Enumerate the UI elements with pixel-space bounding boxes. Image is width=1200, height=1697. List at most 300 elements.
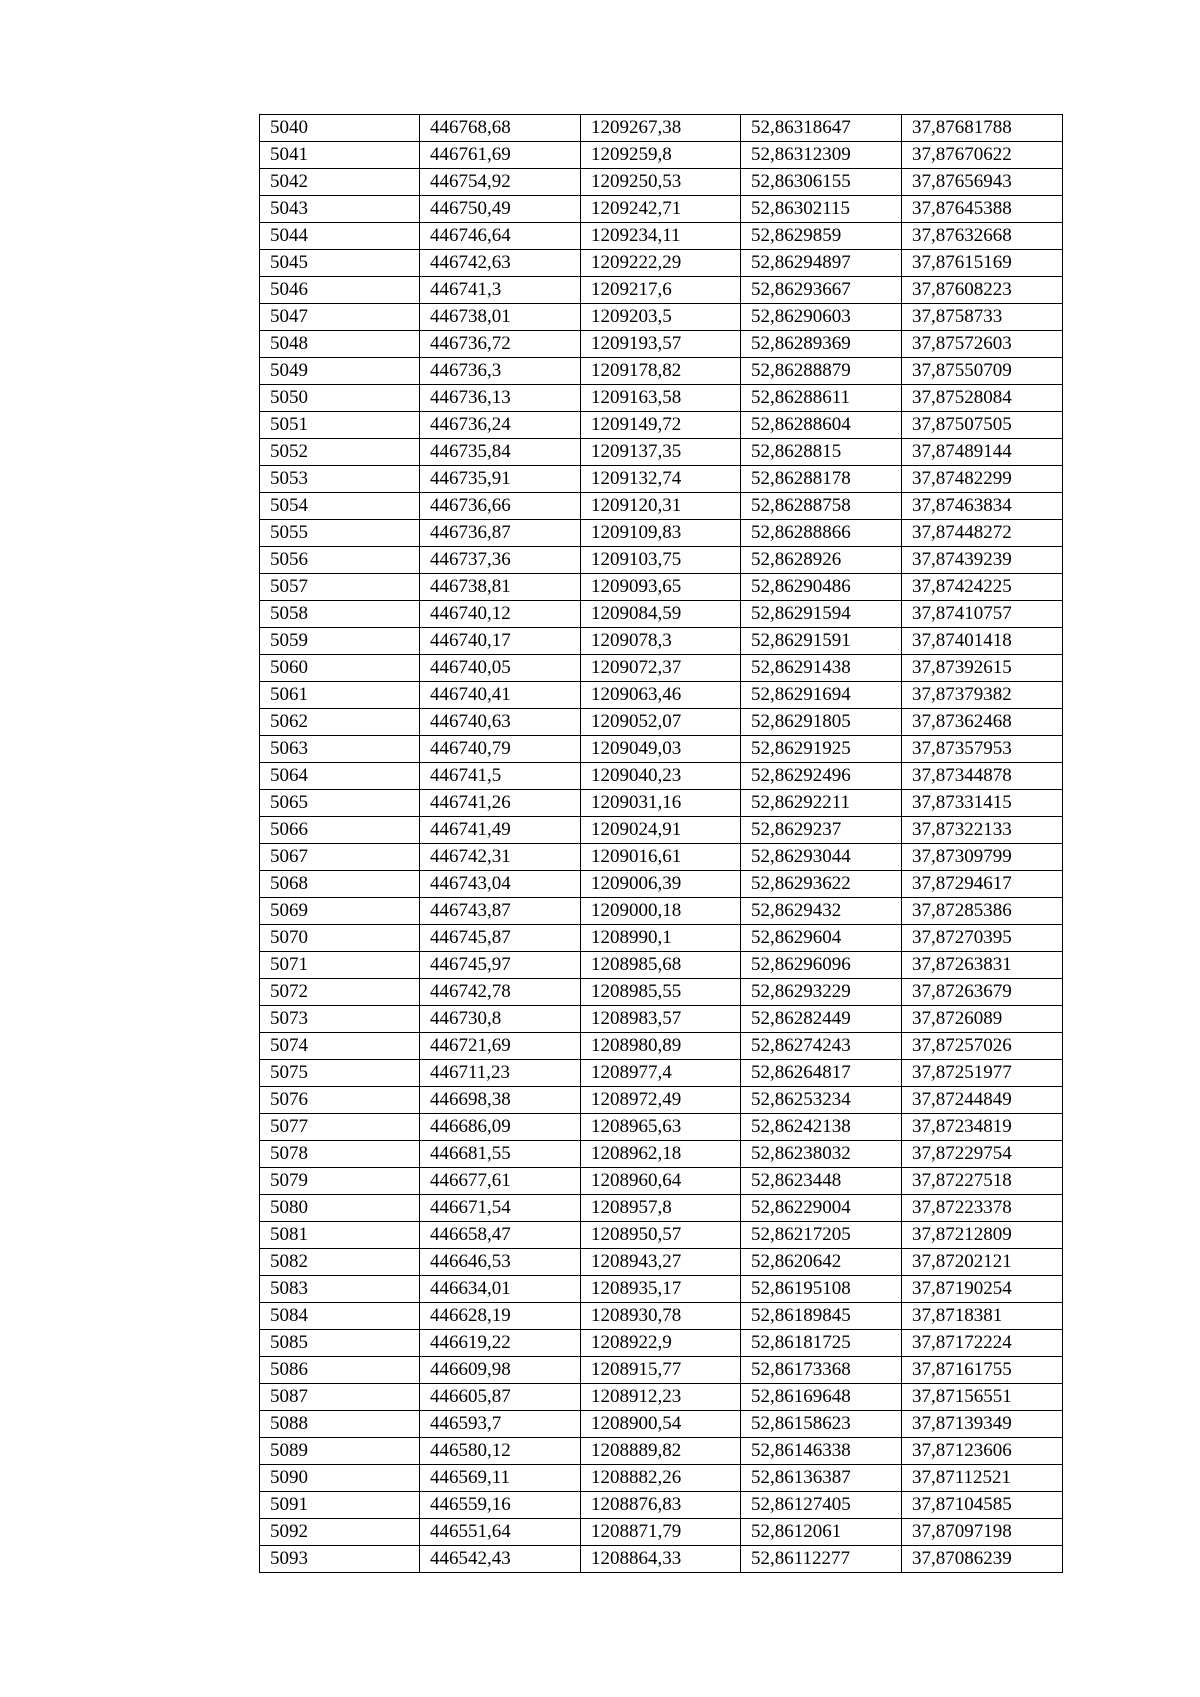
- x-coordinate-cell: 446738,81: [420, 574, 581, 601]
- point-number-cell: 5083: [260, 1276, 420, 1303]
- y-coordinate-cell: 1209222,29: [581, 250, 741, 277]
- table-row: [260, 385, 1063, 412]
- point-number-cell: 5040: [260, 115, 420, 142]
- latitude-cell: 52,86288178: [741, 466, 902, 493]
- longitude-cell: 37,87357953: [902, 736, 1063, 763]
- point-number-cell: 5060: [260, 655, 420, 682]
- longitude-cell: 37,87229754: [902, 1141, 1063, 1168]
- x-coordinate-cell: 446628,19: [420, 1303, 581, 1330]
- x-coordinate-cell: 446750,49: [420, 196, 581, 223]
- y-coordinate-cell: 1209193,57: [581, 331, 741, 358]
- longitude-cell: 37,87139349: [902, 1411, 1063, 1438]
- y-coordinate-cell: 1209063,46: [581, 682, 741, 709]
- table-row: [260, 223, 1063, 250]
- latitude-cell: 52,86312309: [741, 142, 902, 169]
- y-coordinate-cell: 1209163,58: [581, 385, 741, 412]
- longitude-cell: 37,87344878: [902, 763, 1063, 790]
- point-number-cell: 5091: [260, 1492, 420, 1519]
- y-coordinate-cell: 1208915,77: [581, 1357, 741, 1384]
- point-number-cell: 5053: [260, 466, 420, 493]
- longitude-cell: 37,87528084: [902, 385, 1063, 412]
- y-coordinate-cell: 1209267,38: [581, 115, 741, 142]
- latitude-cell: 52,86229004: [741, 1195, 902, 1222]
- point-number-cell: 5074: [260, 1033, 420, 1060]
- y-coordinate-cell: 1209103,75: [581, 547, 741, 574]
- point-number-cell: 5089: [260, 1438, 420, 1465]
- latitude-cell: 52,86282449: [741, 1006, 902, 1033]
- x-coordinate-cell: 446681,55: [420, 1141, 581, 1168]
- table-row: [260, 1330, 1063, 1357]
- longitude-cell: 37,87572603: [902, 331, 1063, 358]
- x-coordinate-cell: 446768,68: [420, 115, 581, 142]
- latitude-cell: 52,86292211: [741, 790, 902, 817]
- table-row: [260, 196, 1063, 223]
- table-row: [260, 1357, 1063, 1384]
- point-number-cell: 5080: [260, 1195, 420, 1222]
- table-row: [260, 952, 1063, 979]
- point-number-cell: 5087: [260, 1384, 420, 1411]
- y-coordinate-cell: 1209006,39: [581, 871, 741, 898]
- point-number-cell: 5061: [260, 682, 420, 709]
- x-coordinate-cell: 446593,7: [420, 1411, 581, 1438]
- longitude-cell: 37,87482299: [902, 466, 1063, 493]
- y-coordinate-cell: 1209109,83: [581, 520, 741, 547]
- longitude-cell: 37,87424225: [902, 574, 1063, 601]
- x-coordinate-cell: 446740,63: [420, 709, 581, 736]
- x-coordinate-cell: 446569,11: [420, 1465, 581, 1492]
- latitude-cell: 52,86217205: [741, 1222, 902, 1249]
- latitude-cell: 52,86293622: [741, 871, 902, 898]
- longitude-cell: 37,87270395: [902, 925, 1063, 952]
- longitude-cell: 37,87681788: [902, 115, 1063, 142]
- point-number-cell: 5046: [260, 277, 420, 304]
- latitude-cell: 52,8628926: [741, 547, 902, 574]
- point-number-cell: 5044: [260, 223, 420, 250]
- longitude-cell: 37,87212809: [902, 1222, 1063, 1249]
- table-row: [260, 1060, 1063, 1087]
- y-coordinate-cell: 1209052,07: [581, 709, 741, 736]
- latitude-cell: 52,86291925: [741, 736, 902, 763]
- longitude-cell: 37,87463834: [902, 493, 1063, 520]
- table-row: [260, 736, 1063, 763]
- point-number-cell: 5058: [260, 601, 420, 628]
- point-number-cell: 5050: [260, 385, 420, 412]
- table-row: [260, 655, 1063, 682]
- longitude-cell: 37,87401418: [902, 628, 1063, 655]
- longitude-cell: 37,87489144: [902, 439, 1063, 466]
- point-number-cell: 5068: [260, 871, 420, 898]
- latitude-cell: 52,8629432: [741, 898, 902, 925]
- x-coordinate-cell: 446551,64: [420, 1519, 581, 1546]
- longitude-cell: 37,87322133: [902, 817, 1063, 844]
- table-row: [260, 142, 1063, 169]
- table-row: [260, 1033, 1063, 1060]
- table-row: [260, 601, 1063, 628]
- x-coordinate-cell: 446559,16: [420, 1492, 581, 1519]
- table-row: [260, 1114, 1063, 1141]
- table-row: [260, 925, 1063, 952]
- y-coordinate-cell: 1208965,63: [581, 1114, 741, 1141]
- longitude-cell: 37,87104585: [902, 1492, 1063, 1519]
- longitude-cell: 37,87234819: [902, 1114, 1063, 1141]
- latitude-cell: 52,86146338: [741, 1438, 902, 1465]
- point-number-cell: 5047: [260, 304, 420, 331]
- point-number-cell: 5055: [260, 520, 420, 547]
- x-coordinate-cell: 446580,12: [420, 1438, 581, 1465]
- latitude-cell: 52,8629237: [741, 817, 902, 844]
- longitude-cell: 37,87190254: [902, 1276, 1063, 1303]
- latitude-cell: 52,86293229: [741, 979, 902, 1006]
- longitude-cell: 37,87161755: [902, 1357, 1063, 1384]
- point-number-cell: 5063: [260, 736, 420, 763]
- latitude-cell: 52,86291438: [741, 655, 902, 682]
- point-number-cell: 5051: [260, 412, 420, 439]
- y-coordinate-cell: 1208930,78: [581, 1303, 741, 1330]
- longitude-cell: 37,87202121: [902, 1249, 1063, 1276]
- y-coordinate-cell: 1209024,91: [581, 817, 741, 844]
- point-number-cell: 5078: [260, 1141, 420, 1168]
- x-coordinate-cell: 446658,47: [420, 1222, 581, 1249]
- table-row: [260, 979, 1063, 1006]
- latitude-cell: 52,86288866: [741, 520, 902, 547]
- point-number-cell: 5043: [260, 196, 420, 223]
- x-coordinate-cell: 446605,87: [420, 1384, 581, 1411]
- table-row: [260, 1465, 1063, 1492]
- longitude-cell: 37,87410757: [902, 601, 1063, 628]
- point-number-cell: 5075: [260, 1060, 420, 1087]
- longitude-cell: 37,8758733: [902, 304, 1063, 331]
- latitude-cell: 52,86112277: [741, 1546, 902, 1573]
- table-row: [260, 1519, 1063, 1546]
- table-row: [260, 1006, 1063, 1033]
- longitude-cell: 37,87645388: [902, 196, 1063, 223]
- latitude-cell: 52,86291805: [741, 709, 902, 736]
- point-number-cell: 5042: [260, 169, 420, 196]
- x-coordinate-cell: 446742,63: [420, 250, 581, 277]
- latitude-cell: 52,8623448: [741, 1168, 902, 1195]
- longitude-cell: 37,87608223: [902, 277, 1063, 304]
- table-row: [260, 493, 1063, 520]
- y-coordinate-cell: 1208876,83: [581, 1492, 741, 1519]
- y-coordinate-cell: 1208889,82: [581, 1438, 741, 1465]
- x-coordinate-cell: 446741,5: [420, 763, 581, 790]
- latitude-cell: 52,8620642: [741, 1249, 902, 1276]
- latitude-cell: 52,86290486: [741, 574, 902, 601]
- point-number-cell: 5070: [260, 925, 420, 952]
- x-coordinate-cell: 446741,26: [420, 790, 581, 817]
- y-coordinate-cell: 1208950,57: [581, 1222, 741, 1249]
- latitude-cell: 52,86306155: [741, 169, 902, 196]
- y-coordinate-cell: 1208912,23: [581, 1384, 741, 1411]
- point-number-cell: 5048: [260, 331, 420, 358]
- y-coordinate-cell: 1208864,33: [581, 1546, 741, 1573]
- longitude-cell: 37,87507505: [902, 412, 1063, 439]
- longitude-cell: 37,87097198: [902, 1519, 1063, 1546]
- longitude-cell: 37,87632668: [902, 223, 1063, 250]
- latitude-cell: 52,8629604: [741, 925, 902, 952]
- latitude-cell: 52,86288758: [741, 493, 902, 520]
- table-row: [260, 1438, 1063, 1465]
- y-coordinate-cell: 1209178,82: [581, 358, 741, 385]
- latitude-cell: 52,86302115: [741, 196, 902, 223]
- y-coordinate-cell: 1209132,74: [581, 466, 741, 493]
- y-coordinate-cell: 1209084,59: [581, 601, 741, 628]
- longitude-cell: 37,87263679: [902, 979, 1063, 1006]
- x-coordinate-cell: 446736,24: [420, 412, 581, 439]
- x-coordinate-cell: 446735,84: [420, 439, 581, 466]
- y-coordinate-cell: 1209242,71: [581, 196, 741, 223]
- longitude-cell: 37,87656943: [902, 169, 1063, 196]
- table-row: [260, 412, 1063, 439]
- table-row: [260, 844, 1063, 871]
- point-number-cell: 5064: [260, 763, 420, 790]
- longitude-cell: 37,87172224: [902, 1330, 1063, 1357]
- latitude-cell: 52,8629859: [741, 223, 902, 250]
- y-coordinate-cell: 1209259,8: [581, 142, 741, 169]
- longitude-cell: 37,87670622: [902, 142, 1063, 169]
- point-number-cell: 5041: [260, 142, 420, 169]
- table-row: [260, 1492, 1063, 1519]
- longitude-cell: 37,87448272: [902, 520, 1063, 547]
- point-number-cell: 5081: [260, 1222, 420, 1249]
- x-coordinate-cell: 446721,69: [420, 1033, 581, 1060]
- x-coordinate-cell: 446736,72: [420, 331, 581, 358]
- x-coordinate-cell: 446742,31: [420, 844, 581, 871]
- latitude-cell: 52,86158623: [741, 1411, 902, 1438]
- table-row: [260, 115, 1063, 142]
- table-row: [260, 1195, 1063, 1222]
- table-row: [260, 1087, 1063, 1114]
- x-coordinate-cell: 446754,92: [420, 169, 581, 196]
- longitude-cell: 37,87331415: [902, 790, 1063, 817]
- y-coordinate-cell: 1208957,8: [581, 1195, 741, 1222]
- latitude-cell: 52,86242138: [741, 1114, 902, 1141]
- table-row: [260, 277, 1063, 304]
- x-coordinate-cell: 446730,8: [420, 1006, 581, 1033]
- x-coordinate-cell: 446677,61: [420, 1168, 581, 1195]
- table-row: [260, 763, 1063, 790]
- longitude-cell: 37,87294617: [902, 871, 1063, 898]
- y-coordinate-cell: 1209203,5: [581, 304, 741, 331]
- table-row: [260, 1303, 1063, 1330]
- latitude-cell: 52,86173368: [741, 1357, 902, 1384]
- y-coordinate-cell: 1208943,27: [581, 1249, 741, 1276]
- table-row: [260, 169, 1063, 196]
- y-coordinate-cell: 1208922,9: [581, 1330, 741, 1357]
- x-coordinate-cell: 446737,36: [420, 547, 581, 574]
- latitude-cell: 52,86291594: [741, 601, 902, 628]
- table-row: [260, 817, 1063, 844]
- y-coordinate-cell: 1208882,26: [581, 1465, 741, 1492]
- point-number-cell: 5085: [260, 1330, 420, 1357]
- x-coordinate-cell: 446745,87: [420, 925, 581, 952]
- point-number-cell: 5059: [260, 628, 420, 655]
- point-number-cell: 5066: [260, 817, 420, 844]
- coordinates-table-body: [260, 115, 1063, 1573]
- x-coordinate-cell: 446740,17: [420, 628, 581, 655]
- latitude-cell: 52,8628815: [741, 439, 902, 466]
- point-number-cell: 5082: [260, 1249, 420, 1276]
- table-row: [260, 520, 1063, 547]
- latitude-cell: 52,86318647: [741, 115, 902, 142]
- point-number-cell: 5054: [260, 493, 420, 520]
- longitude-cell: 37,87615169: [902, 250, 1063, 277]
- y-coordinate-cell: 1209250,53: [581, 169, 741, 196]
- point-number-cell: 5090: [260, 1465, 420, 1492]
- longitude-cell: 37,87227518: [902, 1168, 1063, 1195]
- x-coordinate-cell: 446740,12: [420, 601, 581, 628]
- point-number-cell: 5056: [260, 547, 420, 574]
- x-coordinate-cell: 446736,87: [420, 520, 581, 547]
- point-number-cell: 5086: [260, 1357, 420, 1384]
- latitude-cell: 52,86291694: [741, 682, 902, 709]
- x-coordinate-cell: 446742,78: [420, 979, 581, 1006]
- table-row: [260, 304, 1063, 331]
- latitude-cell: 52,86292496: [741, 763, 902, 790]
- point-number-cell: 5072: [260, 979, 420, 1006]
- x-coordinate-cell: 446711,23: [420, 1060, 581, 1087]
- longitude-cell: 37,8718381: [902, 1303, 1063, 1330]
- longitude-cell: 37,87285386: [902, 898, 1063, 925]
- table-row: [260, 898, 1063, 925]
- y-coordinate-cell: 1209078,3: [581, 628, 741, 655]
- y-coordinate-cell: 1208985,68: [581, 952, 741, 979]
- x-coordinate-cell: 446736,13: [420, 385, 581, 412]
- x-coordinate-cell: 446735,91: [420, 466, 581, 493]
- latitude-cell: 52,86181725: [741, 1330, 902, 1357]
- latitude-cell: 52,86195108: [741, 1276, 902, 1303]
- point-number-cell: 5065: [260, 790, 420, 817]
- table-row: [260, 358, 1063, 385]
- x-coordinate-cell: 446736,3: [420, 358, 581, 385]
- longitude-cell: 37,87309799: [902, 844, 1063, 871]
- x-coordinate-cell: 446671,54: [420, 1195, 581, 1222]
- latitude-cell: 52,86293044: [741, 844, 902, 871]
- x-coordinate-cell: 446634,01: [420, 1276, 581, 1303]
- x-coordinate-cell: 446746,64: [420, 223, 581, 250]
- y-coordinate-cell: 1208871,79: [581, 1519, 741, 1546]
- point-number-cell: 5079: [260, 1168, 420, 1195]
- latitude-cell: 52,86189845: [741, 1303, 902, 1330]
- table-row: [260, 250, 1063, 277]
- latitude-cell: 52,86238032: [741, 1141, 902, 1168]
- latitude-cell: 52,86288604: [741, 412, 902, 439]
- latitude-cell: 52,86289369: [741, 331, 902, 358]
- longitude-cell: 37,87156551: [902, 1384, 1063, 1411]
- latitude-cell: 52,86274243: [741, 1033, 902, 1060]
- y-coordinate-cell: 1208983,57: [581, 1006, 741, 1033]
- longitude-cell: 37,87379382: [902, 682, 1063, 709]
- y-coordinate-cell: 1209093,65: [581, 574, 741, 601]
- table-row: [260, 1249, 1063, 1276]
- x-coordinate-cell: 446761,69: [420, 142, 581, 169]
- table-row: [260, 466, 1063, 493]
- point-number-cell: 5069: [260, 898, 420, 925]
- x-coordinate-cell: 446743,87: [420, 898, 581, 925]
- latitude-cell: 52,86294897: [741, 250, 902, 277]
- x-coordinate-cell: 446646,53: [420, 1249, 581, 1276]
- x-coordinate-cell: 446609,98: [420, 1357, 581, 1384]
- table-row: [260, 1141, 1063, 1168]
- latitude-cell: 52,86136387: [741, 1465, 902, 1492]
- y-coordinate-cell: 1209234,11: [581, 223, 741, 250]
- longitude-cell: 37,87086239: [902, 1546, 1063, 1573]
- y-coordinate-cell: 1208990,1: [581, 925, 741, 952]
- y-coordinate-cell: 1209149,72: [581, 412, 741, 439]
- latitude-cell: 52,86291591: [741, 628, 902, 655]
- y-coordinate-cell: 1209049,03: [581, 736, 741, 763]
- latitude-cell: 52,86288611: [741, 385, 902, 412]
- point-number-cell: 5067: [260, 844, 420, 871]
- point-number-cell: 5049: [260, 358, 420, 385]
- table-row: [260, 1411, 1063, 1438]
- latitude-cell: 52,86169648: [741, 1384, 902, 1411]
- y-coordinate-cell: 1208980,89: [581, 1033, 741, 1060]
- table-row: [260, 331, 1063, 358]
- table-row: [260, 1546, 1063, 1573]
- y-coordinate-cell: 1208900,54: [581, 1411, 741, 1438]
- y-coordinate-cell: 1209031,16: [581, 790, 741, 817]
- point-number-cell: 5093: [260, 1546, 420, 1573]
- longitude-cell: 37,87439239: [902, 547, 1063, 574]
- x-coordinate-cell: 446698,38: [420, 1087, 581, 1114]
- y-coordinate-cell: 1208985,55: [581, 979, 741, 1006]
- table-row: [260, 871, 1063, 898]
- longitude-cell: 37,8726089: [902, 1006, 1063, 1033]
- table-row: [260, 439, 1063, 466]
- point-number-cell: 5073: [260, 1006, 420, 1033]
- longitude-cell: 37,87392615: [902, 655, 1063, 682]
- x-coordinate-cell: 446740,79: [420, 736, 581, 763]
- x-coordinate-cell: 446741,3: [420, 277, 581, 304]
- x-coordinate-cell: 446738,01: [420, 304, 581, 331]
- y-coordinate-cell: 1208977,4: [581, 1060, 741, 1087]
- y-coordinate-cell: 1209137,35: [581, 439, 741, 466]
- point-number-cell: 5062: [260, 709, 420, 736]
- x-coordinate-cell: 446542,43: [420, 1546, 581, 1573]
- point-number-cell: 5076: [260, 1087, 420, 1114]
- y-coordinate-cell: 1209000,18: [581, 898, 741, 925]
- x-coordinate-cell: 446740,41: [420, 682, 581, 709]
- y-coordinate-cell: 1208972,49: [581, 1087, 741, 1114]
- point-number-cell: 5052: [260, 439, 420, 466]
- longitude-cell: 37,87257026: [902, 1033, 1063, 1060]
- point-number-cell: 5088: [260, 1411, 420, 1438]
- table-row: [260, 1168, 1063, 1195]
- table-row: [260, 1276, 1063, 1303]
- y-coordinate-cell: 1209016,61: [581, 844, 741, 871]
- latitude-cell: 52,86288879: [741, 358, 902, 385]
- point-number-cell: 5077: [260, 1114, 420, 1141]
- x-coordinate-cell: 446686,09: [420, 1114, 581, 1141]
- longitude-cell: 37,87263831: [902, 952, 1063, 979]
- longitude-cell: 37,87550709: [902, 358, 1063, 385]
- latitude-cell: 52,86127405: [741, 1492, 902, 1519]
- y-coordinate-cell: 1209040,23: [581, 763, 741, 790]
- y-coordinate-cell: 1209217,6: [581, 277, 741, 304]
- table-row: [260, 682, 1063, 709]
- y-coordinate-cell: 1209072,37: [581, 655, 741, 682]
- y-coordinate-cell: 1208935,17: [581, 1276, 741, 1303]
- y-coordinate-cell: 1208962,18: [581, 1141, 741, 1168]
- x-coordinate-cell: 446740,05: [420, 655, 581, 682]
- longitude-cell: 37,87251977: [902, 1060, 1063, 1087]
- y-coordinate-cell: 1209120,31: [581, 493, 741, 520]
- longitude-cell: 37,87123606: [902, 1438, 1063, 1465]
- latitude-cell: 52,86264817: [741, 1060, 902, 1087]
- point-number-cell: 5045: [260, 250, 420, 277]
- table-row: [260, 547, 1063, 574]
